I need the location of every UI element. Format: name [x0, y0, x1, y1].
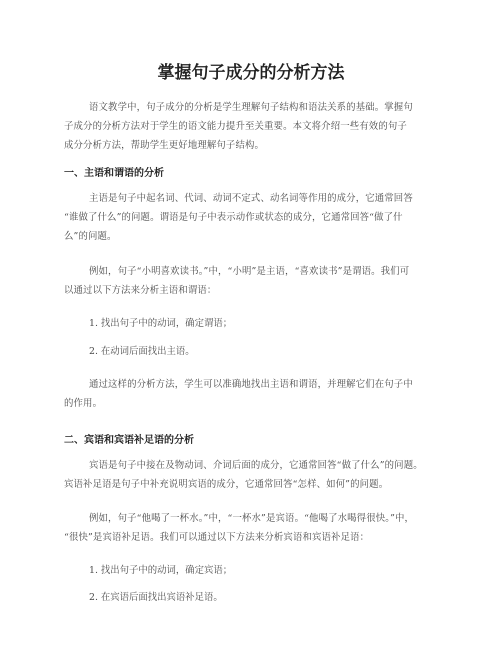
- section1-paragraph-3: [64, 375, 442, 413]
- s1p2-line-1: 例如，句子“小明喜欢读书。”中，“小明”是主语，“喜欢读书”是谓语。我们可: [89, 266, 410, 277]
- s2p1-line-2: 宾语补足语是句子中补充说明宾语的成分，它通常回答“怎样、如何”的问题。: [64, 479, 389, 490]
- s1p1-line-3: 么”的问题。: [64, 231, 117, 242]
- document-title: 掌握句子成分的分析方法: [157, 63, 345, 83]
- s2p2-line-1: 例如，句子“他喝了一杯水。”中，“一杯水”是宾语。“他喝了水喝得很快。”中，: [89, 513, 415, 524]
- section2-heading: 二、宾语和宾语补足语的分析: [64, 435, 194, 446]
- section2-paragraph-1: [64, 456, 442, 494]
- intro-line-3: 成分分析方法，帮助学生更好地理解句子结构。: [64, 140, 265, 151]
- section1-step-2: 2. 在动词后面找出主语。: [89, 346, 195, 357]
- section1-heading: 一、主语和谓语的分析: [64, 168, 164, 179]
- s1p3-line-2: 的作用。: [64, 398, 103, 409]
- intro-paragraph: [64, 98, 442, 155]
- s1p2-line-2: 以通过以下方法来分析主语和谓语：: [64, 285, 217, 296]
- s1p3-line-1: 通过这样的分析方法，学生可以准确地找出主语和谓语，并理解它们在句子中: [89, 379, 413, 390]
- section1-step-1: 1. 找出句子中的动词，确定谓语；: [89, 318, 233, 329]
- s2p2-line-2: “很快”是宾语补足语。我们可以通过以下方法来分析宾语和宾语补足语：: [64, 532, 370, 543]
- section2-paragraph-2: [64, 509, 442, 547]
- s1p1-line-2: “谁做了什么”的问题。谓语是句子中表示动作或状态的成分，它通常回答“做了什: [64, 212, 403, 223]
- s2p1-line-1: 宾语是句子中接在及物动词、介词后面的成分，它通常回答“做了什么”的问题。: [89, 460, 423, 471]
- section1-paragraph-1: [64, 189, 442, 246]
- intro-line-2: 子成分的分析方法对于学生的语文能力提升至关重要。本文将介绍一些有效的句子: [64, 121, 407, 132]
- section2-step-2: 2. 在宾语后面找出宾语补足语。: [89, 592, 223, 603]
- intro-line-1: 语文教学中，句子成分的分析是学生理解句子结构和语法关系的基础。掌握句: [89, 102, 413, 113]
- s1p1-line-1: 主语是句子中起名词、代词、动词不定式、动名词等作用的成分，它通常回答: [89, 193, 413, 204]
- section2-step-1: 1. 找出句子中的动词，确定宾语；: [89, 565, 233, 576]
- section1-paragraph-2: [64, 262, 442, 300]
